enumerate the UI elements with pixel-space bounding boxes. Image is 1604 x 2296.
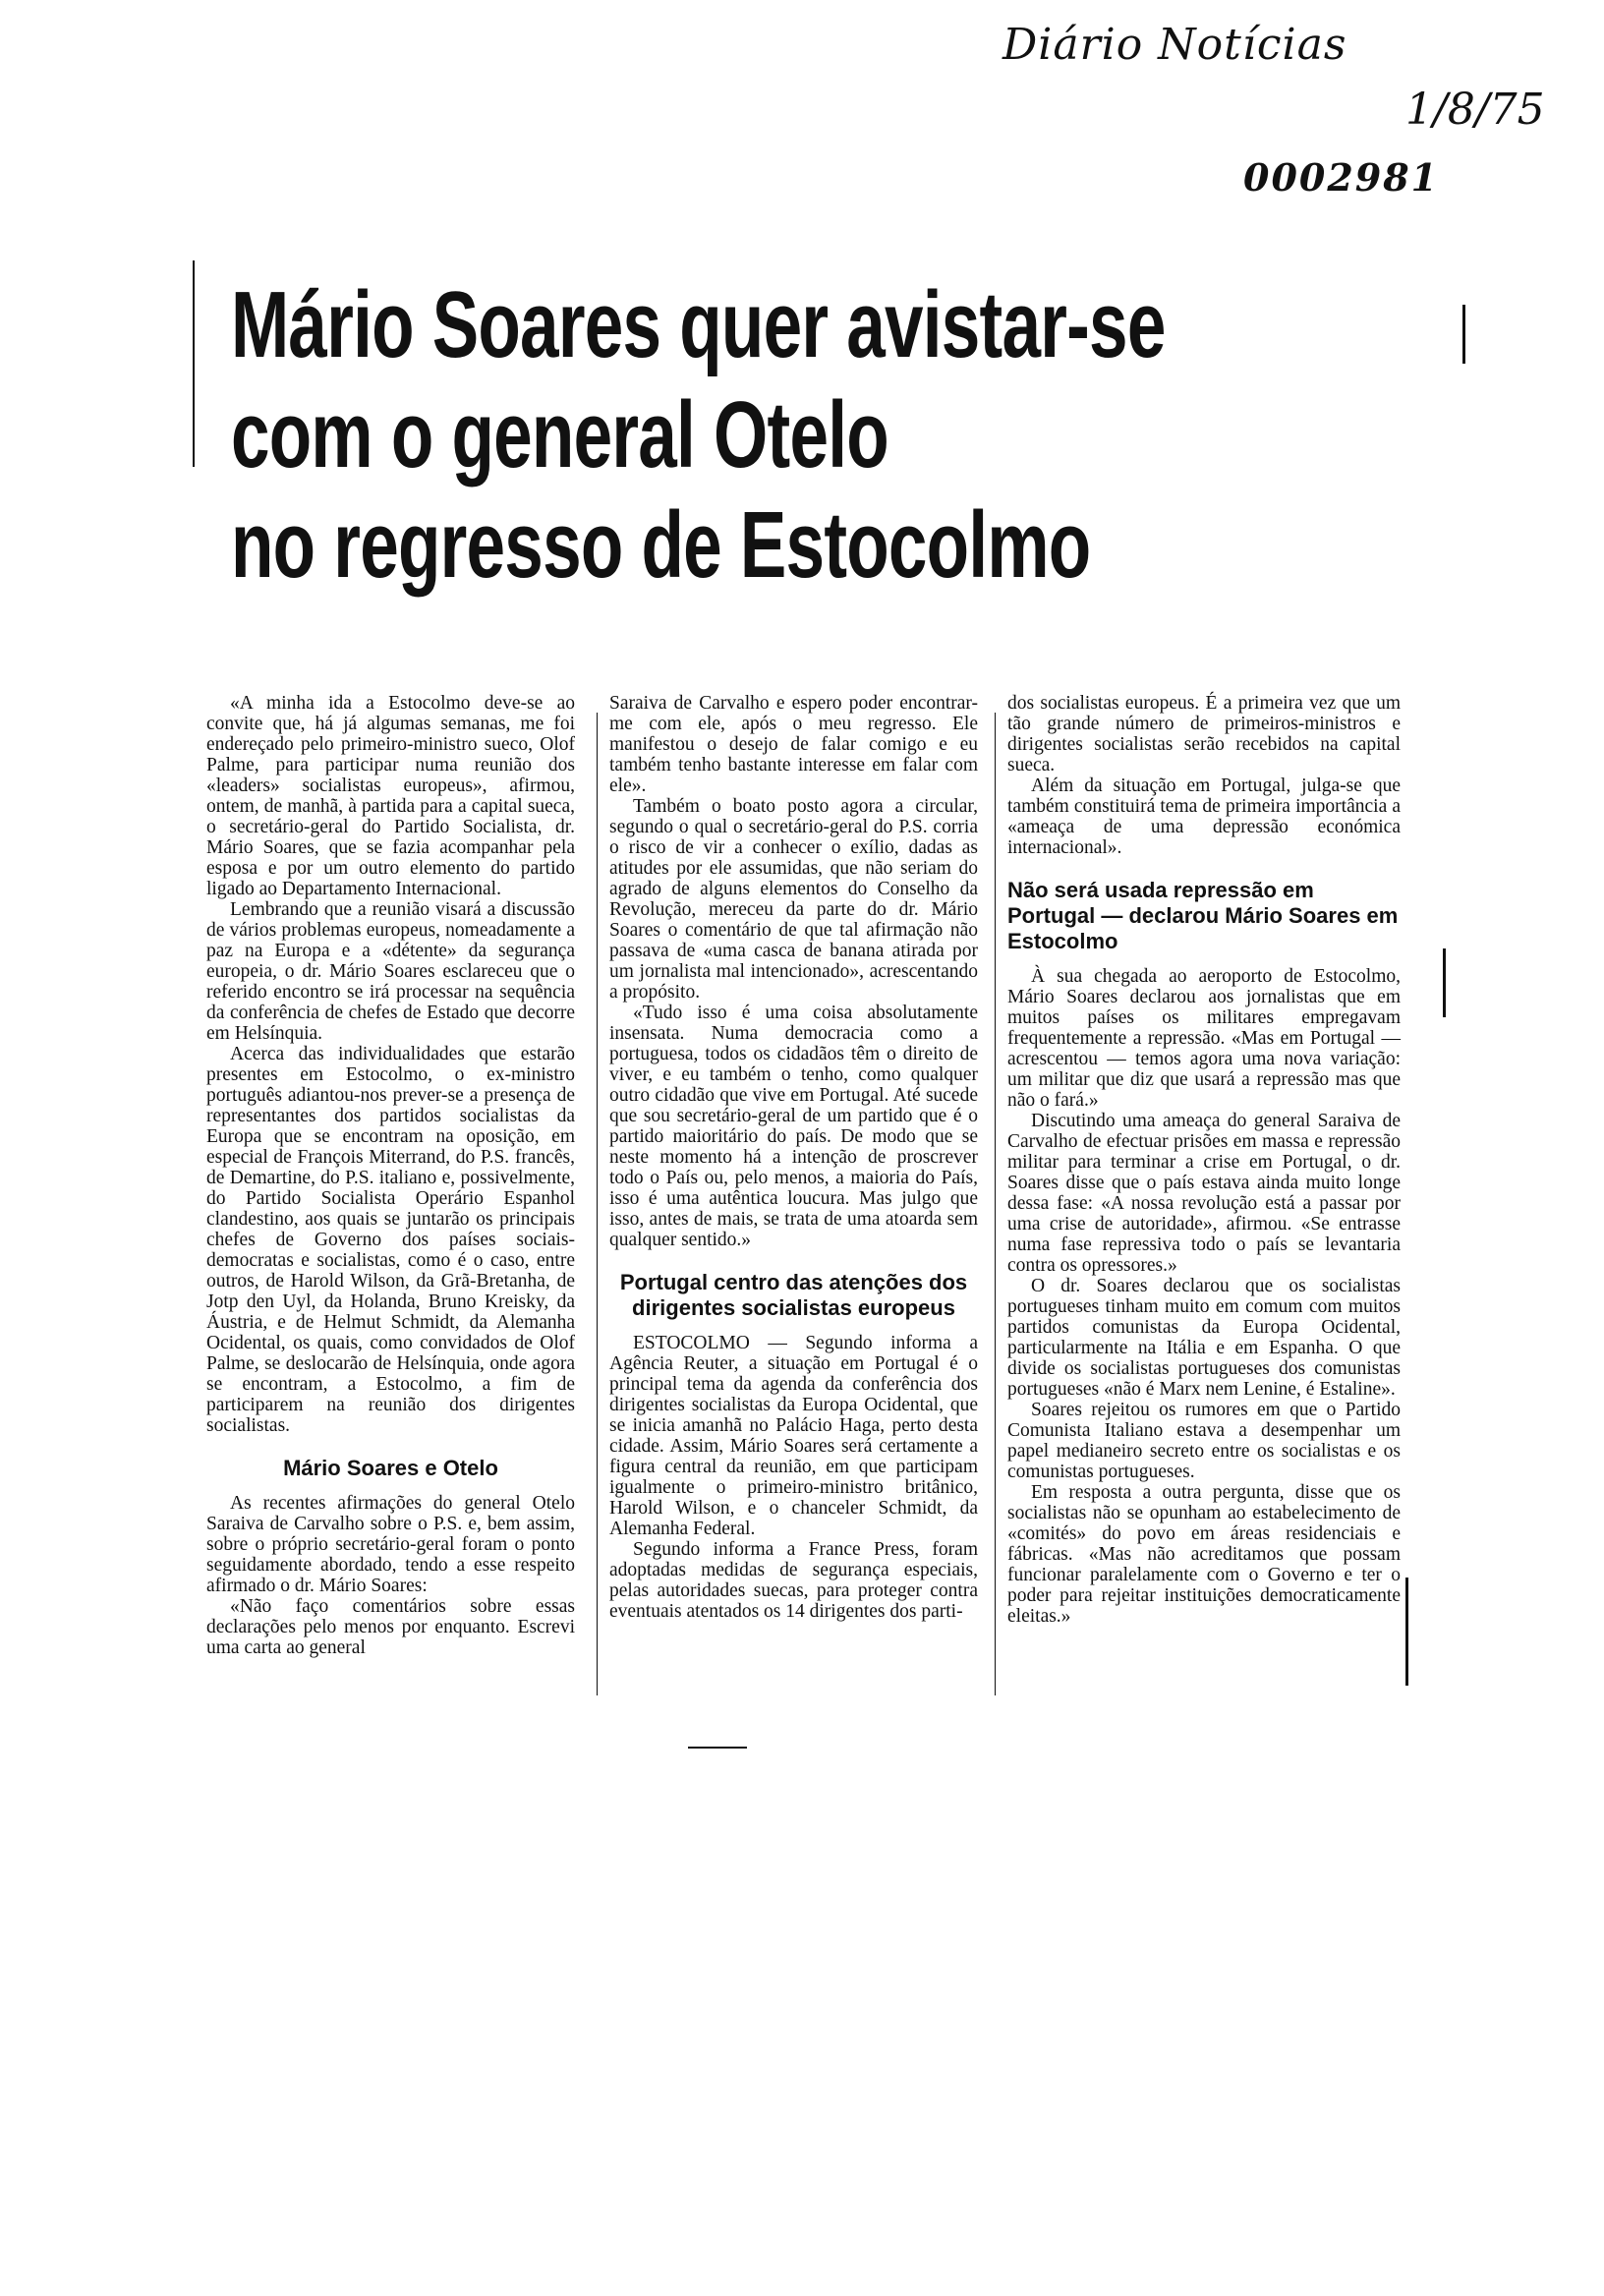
margin-mark (1443, 948, 1446, 1017)
column-divider (597, 713, 598, 1695)
handwritten-archive-number: 0002981 (1243, 155, 1440, 200)
section-subheading: Portugal centro das atenções dos dirigentes socialistas europeus (619, 1270, 968, 1320)
margin-mark (1405, 1578, 1408, 1686)
headline-line: com o general Otelo (231, 382, 888, 488)
newspaper-clipping (187, 260, 1484, 1769)
handwritten-source-note: Diário Notícias (1002, 20, 1347, 70)
paragraph: Saraiva de Carvalho e espero poder encontrar-me com ele, após o meu regresso. Ele manifestou o desejo de falar comigo e eu também tenho bastante interesse em falar com ele». (609, 693, 978, 796)
paragraph: «A minha ida a Estocolmo deve-se ao convite que, há já algumas semanas, me foi endereçado pelo primeiro-ministro sueco, Olof Palme, para participar numa reunião dos «leaders» socialistas europeus», afirmou, ontem, de manhã, à partida para a capital sueca, o secretário-geral do Partido Socialista, dr. Mário Soares, que se fazia acompanhar pela esposa e por um outro elemento do partido ligado ao Departamento Internacional. (206, 693, 575, 899)
headline-line: no regresso de Estocolmo (231, 492, 1091, 598)
clipping-right-mark (1462, 305, 1465, 364)
clipping-left-edge (193, 260, 195, 467)
paragraph: Lembrando que a reunião visará a discussão de vários problemas europeus, nomeadamente a paz na Europa e a «détente» da segurança europeia, o dr. Mário Soares esclareceu que o referido encontro se irá processar na sequência da conferência de chefes de Estado que decorre em Helsínquia. (206, 899, 575, 1044)
paragraph: Além da situação em Portugal, julga-se que também constituirá tema de primeira importância a «ameaça de uma depressão económica internacional». (1007, 775, 1401, 858)
section-subheading: Não será usada repressão em Portugal — declarou Mário Soares em Estocolmo (1007, 878, 1399, 953)
article-column-3 (1007, 693, 1401, 1627)
article-column-2 (609, 693, 978, 1622)
paragraph: dos socialistas europeus. É a primeira vez que um tão grande número de primeiros-ministros e dirigentes socialistas serão recebidos na capital sueca. (1007, 693, 1401, 775)
paragraph: Segundo informa a France Press, foram adoptadas medidas de segurança especiais, pelas autoridades suecas, para proteger contra eventuais atentados os 14 dirigentes dos parti- (609, 1539, 978, 1622)
paragraph: Acerca das individualidades que estarão presentes em Estocolmo, o ex-ministro português adiantou-nos prever-se a presença de representantes dos partidos socialistas da Europa que se encontram na oposição, em especial de François Miterrand, do P.S. francês, de Demartine, do P.S. italiano e, possivelmente, do Partido Socialista Operário Espanhol clandestino, aos quais se juntarão os principais chefes de Governo dos países sociais-democratas e socialistas, como é o caso, entre outros, de Harold Wilson, da Grã-Bretanha, de Jotp den Uyl, da Holanda, Bruno Kreisky, da Áustria, e de Helmut Schmidt, da Alemanha Ocidental, os quais, como convidados de Olof Palme, se deslocarão de Helsínquia, onde agora se encontram, a Estocolmo, a fim de participarem na reunião dos dirigentes socialistas. (206, 1044, 575, 1436)
paragraph: Em resposta a outra pergunta, disse que os socialistas não se opunham ao estabelecimento de «comités» do povo em áreas residenciais e fábricas. «Mas não acreditamos que possam funcionar paralelamente com o Governo e ter o poder para rejeitar instituições democraticamente eleitas.» (1007, 1482, 1401, 1627)
article-headline (231, 270, 1166, 601)
handwritten-date-note: 1/8/75 (1405, 85, 1545, 135)
paragraph: «Não faço comentários sobre essas declarações pelo menos por enquanto. Escrevi uma carta ao general (206, 1596, 575, 1658)
paragraph: Soares rejeitou os rumores em que o Partido Comunista Italiano estava a desempenhar um papel medianeiro secreto entre os socialistas e os comunistas portugueses. (1007, 1400, 1401, 1482)
clipping-bottom-dash (688, 1747, 747, 1749)
column-divider (995, 713, 996, 1695)
paragraph: ESTOCOLMO — Segundo informa a Agência Reuter, a situação em Portugal é o principal tema da agenda da conferência dos dirigentes socialistas da Europa Ocidental, que se inicia amanhã no Palácio Haga, perto desta cidade. Assim, Mário Soares será certamente a figura central da reunião, em que participam igualmente o primeiro-ministro britânico, Harold Wilson, e o chanceler Schmidt, da Alemanha Federal. (609, 1333, 978, 1539)
section-subheading: Mário Soares e Otelo (283, 1456, 498, 1480)
paragraph: «Tudo isso é uma coisa absolutamente insensata. Numa democracia como a portuguesa, todos os cidadãos têm o direito de viver, e eu também o tenho, como qualquer outro cidadão que vive em Portugal. Até sucede que sou secretário-geral de um partido que é o partido maioritário do país. De modo que se neste momento há a intenção de proscrever todo o País ou, pelo menos, a maioria do País, isso é uma autêntica loucura. Mas julgo que isso, antes de mais, se trata de uma atoarda sem qualquer sentido.» (609, 1003, 978, 1250)
article-column-1 (206, 693, 575, 1658)
paragraph: Discutindo uma ameaça do general Saraiva de Carvalho de efectuar prisões em massa e repressão militar para terminar a crise em Portugal, o dr. Soares disse que o país estava ainda muito longe dessa fase: «A nossa revolução está a passar por uma crise de autoridade», afirmou. «Se entrasse numa fase repressiva todo o país se levantaria contra os opressores.» (1007, 1111, 1401, 1276)
headline-line: Mário Soares quer avistar-se (231, 272, 1166, 377)
paragraph: Também o boato posto agora a circular, segundo o qual o secretário-geral do P.S. corria o risco de vir a conhecer o exílio, dadas as atitudes por ele assumidas, que não seriam do agrado de alguns elementos do Conselho da Revolução, mereceu da parte do dr. Mário Soares o comentário de que tal afirmação não passava de «uma casca de banana atirada por um jornalista mal intencionado», acrescentando a propósito. (609, 796, 978, 1003)
paragraph: À sua chegada ao aeroporto de Estocolmo, Mário Soares declarou aos jornalistas que em muitos países os militares empregavam frequentemente a repressão. «Mas em Portugal — acrescentou — temos agora uma nova variação: um militar que diz que usará a repressão mas que não o fará.» (1007, 966, 1401, 1111)
paragraph: O dr. Soares declarou que os socialistas portugueses tinham muito em comum com muitos partidos comunistas da Europa Ocidental, particularmente na Itália e em Espanha. O que divide os socialistas portugueses dos comunistas portugueses «não é Marx nem Lenine, é Estaline». (1007, 1276, 1401, 1400)
paragraph: As recentes afirmações do general Otelo Saraiva de Carvalho sobre o P.S. e, bem assim, sobre o próprio secretário-geral foram o ponto seguidamente abordado, tendo a esse respeito afirmado o dr. Mário Soares: (206, 1493, 575, 1596)
